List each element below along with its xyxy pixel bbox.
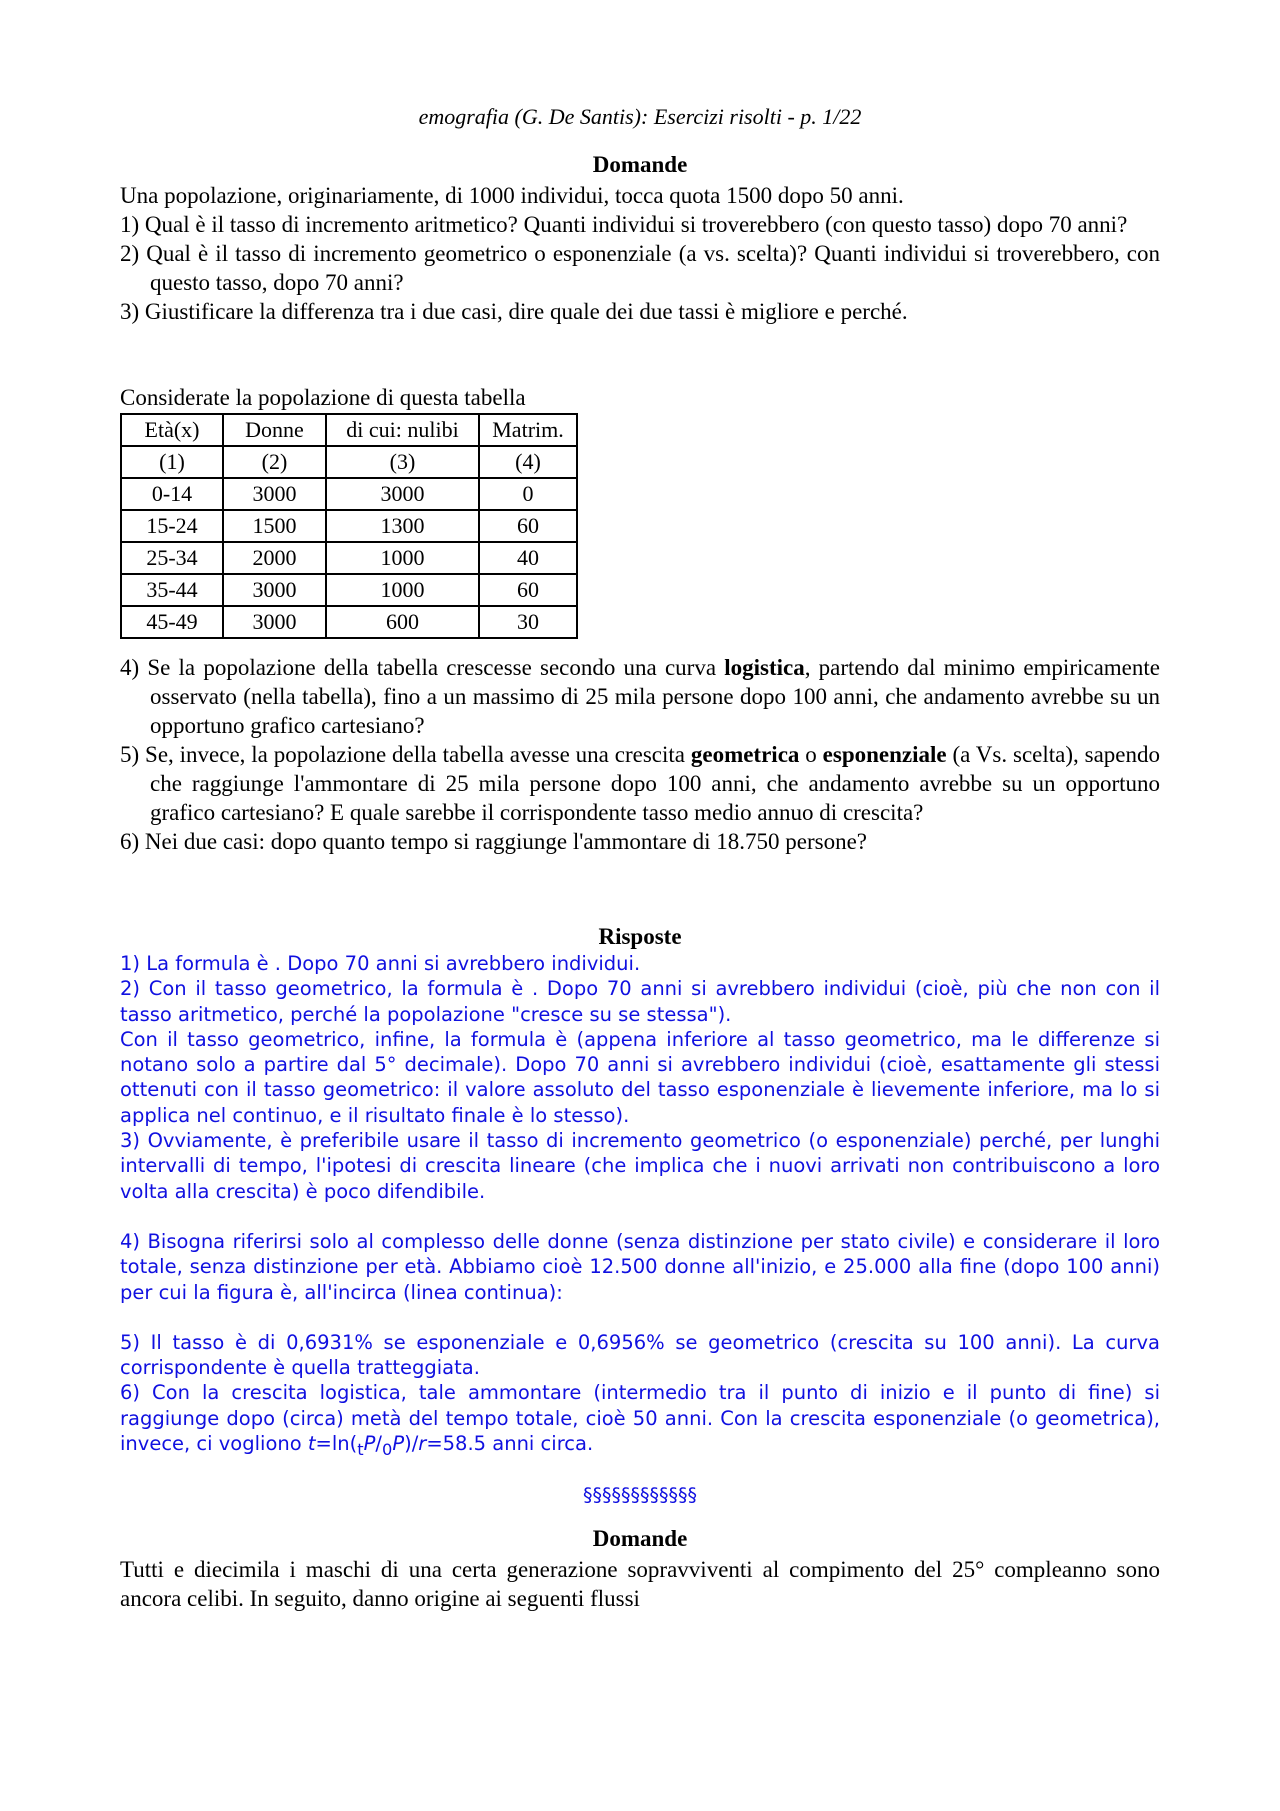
table-row xyxy=(121,606,577,638)
answer-6-var-t: t xyxy=(307,1432,316,1456)
answer-3: 3) Ovviamente, è preferibile usare il tasso di incremento geometrico (o esponenziale) perché, per lunghi intervalli di tempo, l'ipotesi di crescita lineare (che implica che i nuovi arrivati non contribuiscono a loro volta alla crescita) è poco difendibile. xyxy=(120,1129,1160,1203)
table-cell: 3000 xyxy=(223,478,326,510)
question-4-text-b: , partendo dal minimo empiricamente osservato (nella tabella), fino a un massimo di 25 mila persone dopo 100 anni, che andamento avrebbe su un opportuno grafico cartesiano? xyxy=(150,655,1160,738)
intro-paragraph: Una popolazione, originariamente, di 1000 individui, tocca quota 1500 dopo 50 anni. xyxy=(120,183,904,208)
table-cell: 1000 xyxy=(326,542,479,574)
table-cell: 3000 xyxy=(223,574,326,606)
question-2: 2) Qual è il tasso di incremento geometrico o esponenziale (a vs. scelta)? Quanti individui si troverebbero, con questo tasso, dopo 70 anni? xyxy=(120,241,1160,295)
table-subheader-row xyxy=(121,446,577,478)
table-cell: 60 xyxy=(479,510,577,542)
answer-6-var-p1: P xyxy=(363,1432,376,1456)
table-row xyxy=(121,478,577,510)
answer-6-eq: =ln( xyxy=(315,1432,358,1456)
answers-block xyxy=(120,951,1160,1462)
answer-6-div: )/ xyxy=(404,1432,419,1456)
section-separator: §§§§§§§§§§§§ xyxy=(583,1484,697,1506)
table-caption: Considerate la popolazione di questa tabella xyxy=(120,385,526,410)
answer-6-var-p2: P xyxy=(392,1432,405,1456)
answer-6-slash: / xyxy=(375,1432,382,1456)
table-header-cell: Età(x) xyxy=(121,414,223,446)
question-4-text-a: 4) Se la popolazione della tabella crescesse secondo una curva xyxy=(120,655,725,680)
question-5-bold-2: esponenziale xyxy=(822,742,947,767)
answer-5: 5) Il tasso è di 0,6931% se esponenziale e 0,6956% se geometrico (crescita su 100 anni). La curva corrispondente è quella tratteggiata. xyxy=(120,1330,1160,1380)
table-header-cell: di cui: nulibi xyxy=(326,414,479,446)
question-6: 6) Nei due casi: dopo quanto tempo si raggiunge l'ammontare di 18.750 persone? xyxy=(120,829,867,854)
question-1: 1) Qual è il tasso di incremento aritmetico? Quanti individui si troverebbero (con questo tasso) dopo 70 anni? xyxy=(120,212,1128,237)
table-cell: 0 xyxy=(479,478,577,510)
table-cell: 40 xyxy=(479,542,577,574)
table-cell: 0-14 xyxy=(121,478,223,510)
table-header-row xyxy=(121,414,577,446)
question-4-bold: logistica xyxy=(724,655,805,680)
questions-block-1 xyxy=(120,181,1160,326)
table-cell: 1300 xyxy=(326,510,479,542)
table-cell: 60 xyxy=(479,574,577,606)
table-subheader-cell: (2) xyxy=(223,446,326,478)
questions-block-2 xyxy=(120,653,1160,856)
question-5-text-a: 5) Se, invece, la popolazione della tabella avesse una crescita xyxy=(120,742,691,767)
answer-4: 4) Bisogna riferirsi solo al complesso delle donne (senza distinzione per stato civile) e considerare il loro totale, senza distinzione per età. Abbiamo cioè 12.500 donne all'inizio, e 25.000 alla fine (dopo 100 anni) per cui la figura è, all'incirca (linea continua): xyxy=(120,1229,1160,1304)
question-5 xyxy=(120,740,1160,827)
table-header-cell: Matrim. xyxy=(479,414,577,446)
answer-2-exponential: Con il tasso geometrico, infine, la formula è (appena inferiore al tasso geometrico, ma le differenze si notano solo a partire dal 5° decimale). Dopo 70 anni si avrebbero individui (cioè, esattamente gli stessi ottenuti con il tasso geometrico: il valore assoluto del tasso esponenziale è lievemente inferiore, ma lo si applica nel continuo, e il risultato finale è lo stesso). xyxy=(120,1027,1160,1127)
answer-6-text-b: =58.5 anni circa. xyxy=(426,1432,594,1456)
answer-1: 1) La formula è . Dopo 70 anni si avrebbero individui. xyxy=(120,952,641,975)
question-3: 3) Giustificare la differenza tra i due casi, dire quale dei due tassi è migliore e perché. xyxy=(120,299,908,324)
table-subheader-cell: (1) xyxy=(121,446,223,478)
table-cell: 3000 xyxy=(326,478,479,510)
table-subheader-cell: (3) xyxy=(326,446,479,478)
section-title-domande: Domande xyxy=(592,152,688,177)
spacer xyxy=(120,1305,1160,1330)
answer-6-sub-t: t xyxy=(357,1439,364,1459)
table-cell: 45-49 xyxy=(121,606,223,638)
table-cell: 2000 xyxy=(223,542,326,574)
question-5-text-b: (a Vs. scelta), sapendo che raggiunge l'ammontare di 25 mila persone dopo 100 anni, che andamento avrebbe su un opportuno grafico cartesiano? E quale sarebbe il corrispondente tasso medio annuo di crescita? xyxy=(150,742,1160,825)
page-header: emografia (G. De Santis): Esercizi risolti - p. 1/22 xyxy=(418,104,862,129)
table-cell: 30 xyxy=(479,606,577,638)
table-cell: 1500 xyxy=(223,510,326,542)
question-5-text-mid: o xyxy=(799,742,823,767)
intro-paragraph-2: Tutti e diecimila i maschi di una certa generazione sopravviventi al compimento del 25° compleanno sono ancora celibi. In seguito, danno origine ai seguenti flussi xyxy=(120,1557,1160,1611)
table-header-cell: Donne xyxy=(223,414,326,446)
table-row xyxy=(121,510,577,542)
answer-2: 2) Con il tasso geometrico, la formula è . Dopo 70 anni si avrebbero individui (cioè, più che non con il tasso aritmetico, perché la popolazione "cresce su se stessa"). xyxy=(120,977,1160,1026)
table-cell: 25-34 xyxy=(121,542,223,574)
answer-6-var-r: r xyxy=(418,1432,427,1456)
table-cell: 1000 xyxy=(326,574,479,606)
answer-6 xyxy=(120,1380,1160,1462)
population-table xyxy=(120,413,578,639)
table-subheader-cell: (4) xyxy=(479,446,577,478)
question-4 xyxy=(120,653,1160,740)
table-cell: 15-24 xyxy=(121,510,223,542)
spacer xyxy=(120,1204,1160,1229)
answer-6-text-a: 6) Con la crescita logistica, tale ammontare (intermedio tra il punto di inizio e il punto di fine) si raggiunge dopo (circa) metà del tempo totale, cioè 50 anni. Con la crescita esponenziale (o geometrica), invece, ci vogliono xyxy=(120,1381,1160,1456)
section-title-domande-2: Domande xyxy=(592,1526,688,1551)
questions-block-3 xyxy=(120,1555,1160,1613)
table-row xyxy=(121,542,577,574)
table-row xyxy=(121,574,577,606)
table-cell: 600 xyxy=(326,606,479,638)
table-cell: 35-44 xyxy=(121,574,223,606)
section-title-risposte: Risposte xyxy=(598,924,682,949)
table-cell: 3000 xyxy=(223,606,326,638)
answer-6-sub-0: 0 xyxy=(381,1439,393,1459)
question-5-bold-1: geometrica xyxy=(690,742,800,767)
